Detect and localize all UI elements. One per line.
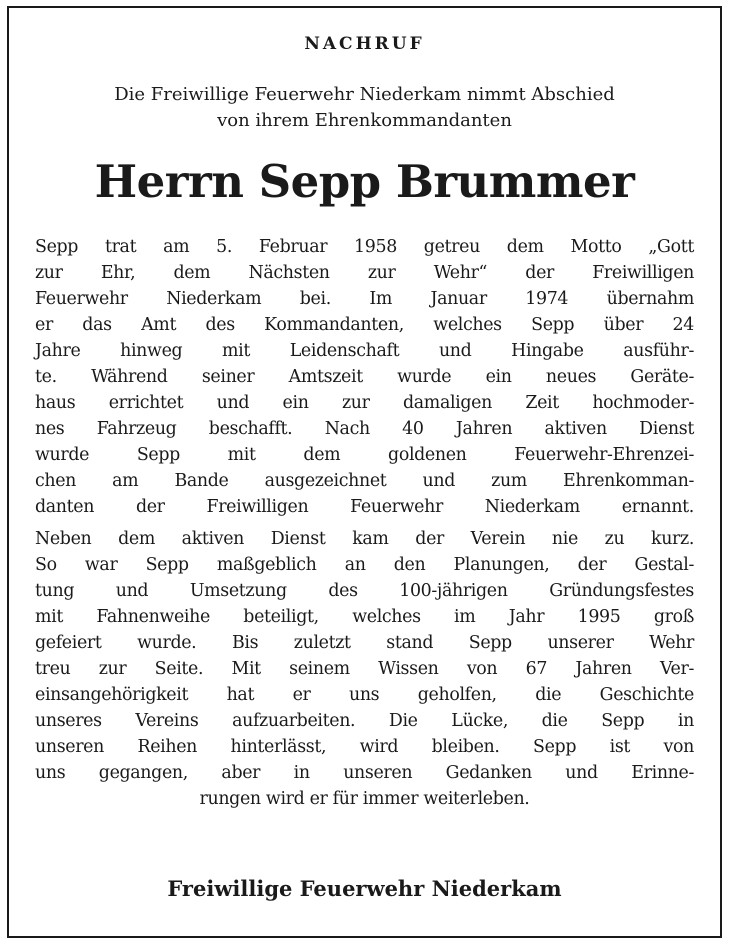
text-line: danten der Freiwilligen Feuerwehr Niederkam ernannt. — [35, 497, 694, 517]
obituary-body — [35, 234, 694, 812]
text-line: nes Fahrzeug beschafft. Nach 40 Jahren aktiven Dienst — [35, 419, 694, 439]
text-line: rungen wird er für immer weiterleben. — [199, 789, 530, 809]
text-line: er das Amt des Kommandanten, welches Sepp über 24 — [35, 315, 694, 335]
text-line: unseres Vereins aufzuarbeiten. Die Lücke, die Sepp in — [35, 711, 694, 731]
obituary-content — [35, 8, 694, 936]
text-line: te. Während seiner Amtszeit wurde ein neues Geräte- — [35, 367, 694, 387]
deceased-name: Herrn Sepp Brummer — [94, 155, 635, 208]
text-line: unseren Reihen hinterlässt, wird bleiben. Sepp ist von — [35, 737, 694, 757]
text-line: Sepp trat am 5. Februar 1958 getreu dem Motto „Gott — [35, 237, 694, 257]
paragraph-2 — [35, 526, 694, 812]
text-line: gefeiert wurde. Bis zuletzt stand Sepp unserer Wehr — [35, 633, 694, 653]
text-line: So war Sepp maßgeblich an den Planungen, der Gestal- — [35, 555, 694, 575]
text-line: chen am Bande ausgezeichnet und zum Ehrenkomman- — [35, 471, 694, 491]
text-line: Neben dem aktiven Dienst kam der Verein nie zu kurz. — [35, 529, 694, 549]
text-line: mit Fahnenweihe beteiligt, welches im Jahr 1995 groß — [35, 607, 694, 627]
intro-line: Die Freiwillige Feuerwehr Niederkam nimmt Abschied — [114, 84, 615, 105]
intro-line: von ihrem Ehrenkommandanten — [217, 110, 512, 131]
text-line: wurde Sepp mit dem goldenen Feuerwehr-Ehrenzei- — [35, 445, 694, 465]
text-line: tung und Umsetzung des 100-jährigen Gründungsfestes — [35, 581, 694, 601]
text-line: einsangehörigkeit hat er uns geholfen, die Geschichte — [35, 685, 694, 705]
notice-heading: NACHRUF — [304, 34, 425, 54]
text-line: Jahre hinweg mit Leidenschaft und Hingabe ausführ- — [35, 341, 694, 361]
text-line: uns gegangen, aber in unseren Gedanken und Erinne- — [35, 763, 694, 783]
text-line: haus errichtet und ein zur damaligen Zeit hochmoder- — [35, 393, 694, 413]
text-line: treu zur Seite. Mit seinem Wissen von 67 Jahren Ver- — [35, 659, 694, 679]
paragraph-1 — [35, 234, 694, 520]
text-line: Feuerwehr Niederkam bei. Im Januar 1974 übernahm — [35, 289, 694, 309]
text-line: zur Ehr, dem Nächsten zur Wehr“ der Freiwilligen — [35, 263, 694, 283]
intro-text — [35, 82, 694, 134]
obituary-frame — [7, 6, 722, 938]
signature: Freiwillige Feuerwehr Niederkam — [167, 876, 562, 901]
